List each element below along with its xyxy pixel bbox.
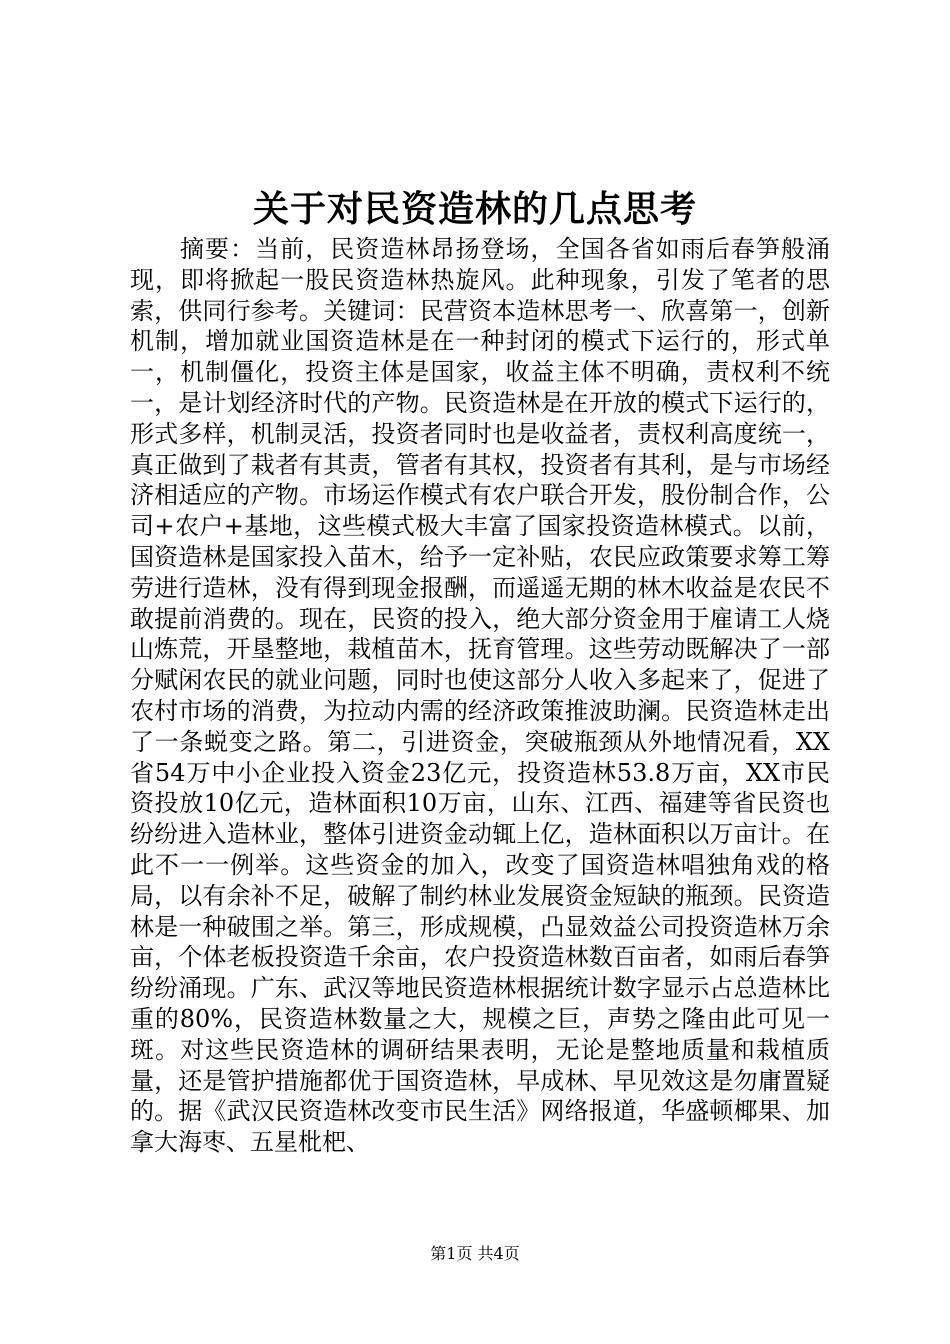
page-footer: 第1页 共4页	[430, 1244, 520, 1263]
document-title: 关于对民资造林的几点思考	[252, 188, 697, 230]
document-body: 摘要：当前，民资造林昂扬登场，全国各省如雨后春笋般涌现，即将掀起一股民资造林热旋风。此种现象，引发了笔者的思索，供同行参考。关键词：民营资本造林思考一、欣喜第一，创新机制，增加就业国资造林是在一种封闭的模式下运行的，形式单一，机制僵化，投资主体是国家，收益主体不明确，责权利不统一，是计划经济时代的产物。民资造林是在开放的模式下运行的，形式多样，机制灵活，投资者同时也是收益者，责权利高度统一，真正做到了栽者有其责，管者有其权，投资者有其利，是与市场经济相适应的产物。市场运作模式有农户联合开发，股份制合作，公司+农户+基地，这些模式极大丰富了国家投资造林模式。以前，国资造林是国家投入苗木，给予一定补贴，农民应政策要求筹工筹劳进行造林，没有得到现金报酬，而遥遥无期的林木收益是农民不敢提前消费的。现在，民资的投入，绝大部分资金用于雇请工人烧山炼荒，开垦整地，栽植苗木，抚育管理。这些劳动既解决了一部分赋闲农民的就业问题，同时也使这部分人收入多起来了，促进了农村市场的消费，为拉动内需的经济政策推波助澜。民资造林走出了一条蜕变之路。第二，引进资金，突破瓶颈从外地情况看，XX省54万中小企业投入资金23亿元，投资造林53.8万亩，XX市民资投放10亿元，造林面积10万亩，山东、江西、福建等省民资也纷纷进入造林业，整体引进资金动辄上亿，造林面积以万亩计。在此不一一例举。这些资金的加入，改变了国资造林唱独角戏的格局，以有余补不足，破解了制约林业发展资金短缺的瓶颈。民资造林是一种破围之举。第三，形成规模，凸显效益公司投资造林万余亩，个体老板投资造千余亩，农户投资造林数百亩者，如雨后春笋纷纷涌现。广东、武汉等地民资造林根据统计数字显示占总造林比重的80%，民资造林数量之大，规模之巨，声势之隆由此可见一斑。对这些民资造林的调研结果表明，无论是整地质量和栽植质量，还是管护措施都优于国资造林，早成林、早见效这是勿庸置疑的。据《武汉民资造林改变市民生活》网络报道，华盛顿椰果、加拿大海枣、五星枇杷、	[130, 235, 830, 1157]
